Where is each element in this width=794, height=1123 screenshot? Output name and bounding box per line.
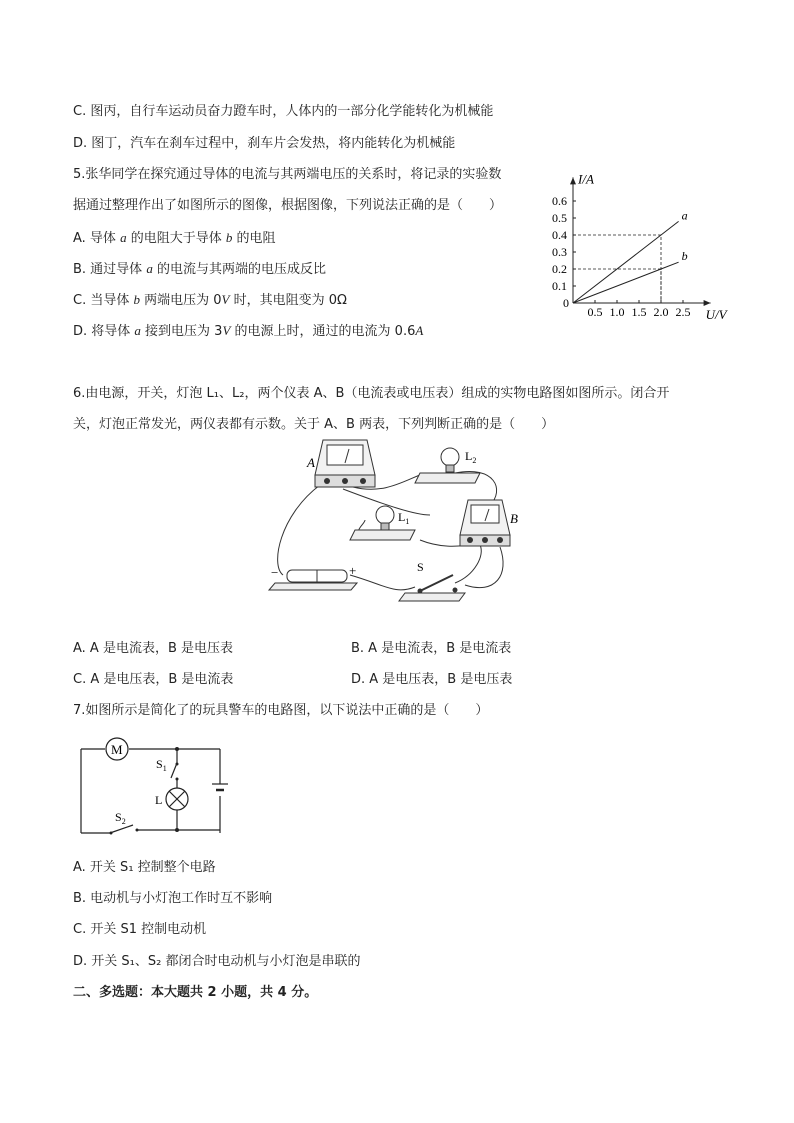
x-tick-label: 0.5 xyxy=(587,305,603,319)
y-tick-label: 0.5 xyxy=(552,211,567,225)
q5-stem-line2: 据通过整理作出了如图所示的图像，根据图像，下列说法正确的是（ ） xyxy=(73,198,503,213)
origin-label: 0 xyxy=(563,296,569,310)
battery xyxy=(269,570,357,590)
y-tick-label: 0.6 xyxy=(552,194,567,208)
x-axis-arrow xyxy=(704,300,711,306)
series-label-a: a xyxy=(681,208,688,223)
q6-stem-line2: 关，灯泡正常发光，两仪表都有示数。关于 A、B 两表，下列判断正确的是（ ） xyxy=(73,417,555,432)
switch-s1 xyxy=(171,763,179,781)
q6-option-d: D. A 是电压表，B 是电压表 xyxy=(351,672,513,687)
q6-circuit-figure xyxy=(265,435,535,614)
lamp-l xyxy=(166,788,188,810)
label-l2: $L_2$ xyxy=(465,449,477,465)
iu-graph xyxy=(535,160,735,329)
q7-stem: 7.如图所示是简化了的玩具警车的电路图，以下说法中正确的是（ ） xyxy=(73,703,489,718)
switch-s2 xyxy=(110,825,139,835)
q4-option-c: C. 图丙，自行车运动员奋力蹬车时，人体内的一部分化学能转化为机械能 xyxy=(73,104,494,119)
y-tick-label: 0.2 xyxy=(552,262,567,276)
battery-minus: − xyxy=(271,565,279,580)
battery-plus: + xyxy=(349,563,357,578)
y-axis-label: I/A xyxy=(578,171,594,187)
q6-option-c: C. A 是电压表，B 是电流表 xyxy=(73,672,234,687)
series-line-a xyxy=(573,221,679,303)
x-axis-label: U/V xyxy=(705,307,727,322)
section-heading-multi-choice: 二、多选题：本大题共 2 小题，共 4 分。 xyxy=(73,985,318,1000)
q7-option-b: B. 电动机与小灯泡工作时互不影响 xyxy=(73,891,273,906)
q7-option-d: D. 开关 S₁、S₂ 都闭合时电动机与小灯泡是串联的 xyxy=(73,954,361,969)
q6-option-a: A. A 是电流表，B 是电压表 xyxy=(73,641,234,656)
y-tick-label: 0.4 xyxy=(552,228,567,242)
label-l1: $L_1$ xyxy=(398,510,410,526)
q7-option-a: A. 开关 S₁ 控制整个电路 xyxy=(73,860,216,875)
q5-stem-line1: 5.张华同学在探究通过导体的电流与其两端电压的关系时，将记录的实验数 xyxy=(73,167,502,182)
series-label-b: b xyxy=(681,249,688,264)
x-tick-label: 2.5 xyxy=(675,305,691,319)
y-axis-arrow xyxy=(570,177,576,184)
q4-option-d: D. 图丁，汽车在刹车过程中，刹车片会发热，将内能转化为机械能 xyxy=(73,136,456,151)
ammeter-a xyxy=(315,440,375,487)
s2-label: $S_2$ xyxy=(115,810,126,826)
q6-stem-line1: 6.由电源，开关，灯泡 L₁、L₂，两个仪表 A、B（电流表或电压表）组成的实物电路图如图所示。闭合开 xyxy=(73,386,670,401)
label-a: A xyxy=(307,455,315,470)
switch-s xyxy=(399,575,465,601)
battery-symbol xyxy=(212,784,228,790)
x-tick-label: 1.0 xyxy=(609,305,625,319)
y-tick-label: 0.3 xyxy=(552,245,567,259)
q7-circuit-diagram xyxy=(75,733,235,845)
q5-option-b: B. 通过导体 a 的电流与其两端的电压成反比 xyxy=(73,261,326,277)
q7-wires xyxy=(81,749,220,833)
series-line-b xyxy=(573,262,679,303)
q6-option-b: B. A 是电流表，B 是电流表 xyxy=(351,641,512,656)
q5-option-a: A. 导体 a 的电阻大于导体 b 的电阻 xyxy=(73,230,276,246)
x-tick-label: 1.5 xyxy=(631,305,647,319)
label-s: S xyxy=(417,560,424,574)
q7-option-c: C. 开关 S1 控制电动机 xyxy=(73,922,207,937)
s1-label: $S_1$ xyxy=(156,757,167,773)
label-b: B xyxy=(510,511,518,526)
q5-option-c: C. 当导体 b 两端电压为 0V 时，其电阻变为 0Ω xyxy=(73,292,347,308)
motor-label: M xyxy=(111,742,123,757)
x-tick-label: 2.0 xyxy=(653,305,669,319)
q5-option-d: D. 将导体 a 接到电压为 3V 的电源上时，通过的电流为 0.6A xyxy=(73,323,424,339)
l-label: L xyxy=(155,793,163,807)
y-tick-label: 0.1 xyxy=(552,279,567,293)
meter-b xyxy=(460,500,510,546)
